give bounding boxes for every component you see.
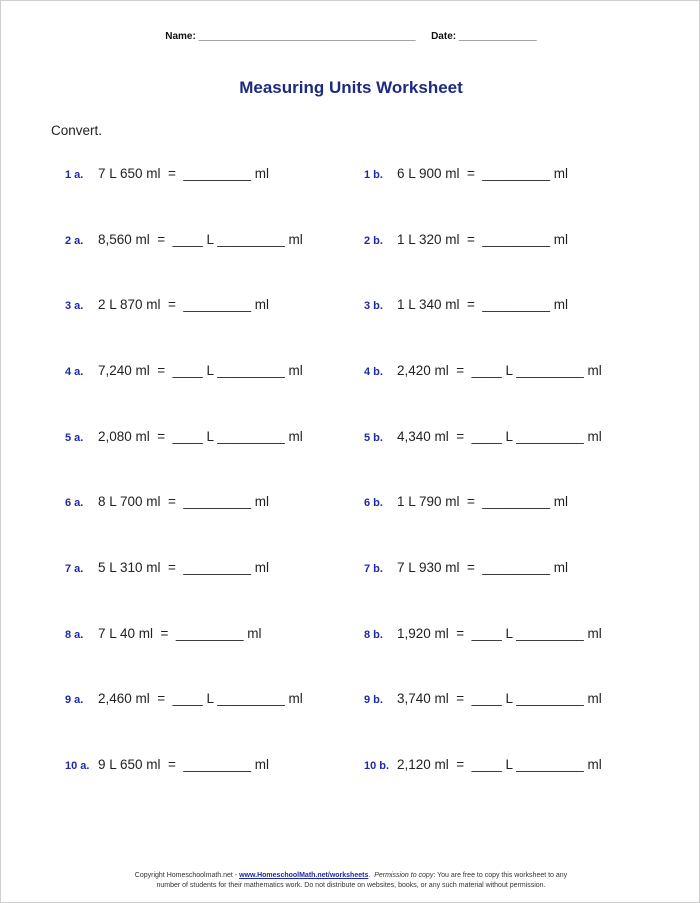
problem-2b [364, 232, 568, 247]
problem-number: 6 b. [364, 497, 383, 509]
problem-text: 7 L 650 ml = _________ ml [98, 166, 269, 181]
problem-number: 9 b. [364, 694, 383, 706]
problem-7b [364, 560, 568, 575]
problem-text: 3,740 ml = ____ L _________ ml [397, 691, 602, 706]
problem-1a [65, 166, 269, 181]
problem-text: 2,420 ml = ____ L _________ ml [397, 363, 602, 378]
problem-number: 10 a. [65, 760, 90, 772]
problem-number: 6 a. [65, 497, 84, 509]
date-blank: ______________ [458, 31, 537, 42]
copyright-text: Copyright Homeschoolmath.net - [134, 872, 240, 879]
problem-text: 1 L 790 ml = _________ ml [397, 494, 568, 509]
name-label: Name: [165, 31, 196, 42]
problem-text: 2 L 870 ml = _________ ml [98, 297, 269, 312]
problem-text: 2,120 ml = ____ L _________ ml [397, 757, 602, 772]
problem-text: 5 L 310 ml = _________ ml [98, 560, 269, 575]
copyright-footer: Copyright Homeschoolmath.net - www.HomeschoolMath.net/worksheets. Permission to copy: You are free to copy this worksheet to any number of students for their mathematics work. Do not distribute on websites, books, or any such material without permission. [1, 871, 700, 891]
problem-text: 8,560 ml = ____ L _________ ml [98, 232, 303, 247]
problem-text: 1,920 ml = ____ L _________ ml [397, 626, 602, 641]
permission-text: : You are free to copy this worksheet to any [433, 872, 568, 879]
problem-7a [65, 560, 269, 575]
problem-5b [364, 429, 602, 444]
problem-6b [364, 494, 568, 509]
problem-4a [65, 363, 303, 378]
problem-text: 4,340 ml = ____ L _________ ml [397, 429, 602, 444]
problem-number: 2 b. [364, 235, 383, 247]
page-title: Measuring Units Worksheet [239, 78, 463, 97]
problem-number: 3 a. [65, 300, 84, 312]
problem-3b [364, 297, 568, 312]
problem-number: 7 a. [65, 563, 84, 575]
problem-8a [65, 626, 261, 641]
problem-text: 6 L 900 ml = _________ ml [397, 166, 568, 181]
problem-4b [364, 363, 602, 378]
problem-number: 1 a. [65, 169, 84, 181]
problem-text: 1 L 320 ml = _________ ml [397, 232, 568, 247]
problem-9b [364, 691, 602, 706]
problem-10a [65, 757, 269, 772]
worksheets-link[interactable]: www.HomeschoolMath.net/worksheets [239, 872, 369, 879]
problem-text: 7 L 930 ml = _________ ml [397, 560, 568, 575]
problem-1b [364, 166, 568, 181]
problem-number: 8 a. [65, 629, 84, 641]
problem-number: 10 b. [364, 760, 390, 772]
problem-number: 7 b. [364, 563, 383, 575]
name-blank: _______________________________________ [198, 31, 416, 42]
problem-text: 2,080 ml = ____ L _________ ml [98, 429, 303, 444]
problem-text: 7 L 40 ml = _________ ml [98, 626, 262, 641]
date-label: Date: [431, 31, 457, 42]
problem-text: 8 L 700 ml = _________ ml [98, 494, 269, 509]
problem-6a [65, 494, 269, 509]
problem-number: 1 b. [364, 169, 383, 181]
problem-text: 9 L 650 ml = _________ ml [98, 757, 269, 772]
problem-number: 8 b. [364, 629, 383, 641]
problem-9a [65, 691, 303, 706]
problem-number: 4 b. [364, 366, 383, 378]
name-date-header [1, 31, 700, 42]
permission-line-2: number of students for their mathematics work. Do not distribute on websites, books, or any such material without permission. [156, 882, 546, 889]
problem-number: 3 b. [364, 300, 383, 312]
problem-number: 5 b. [364, 432, 383, 444]
problem-number: 2 a. [65, 235, 84, 247]
problem-text: 2,460 ml = ____ L _________ ml [98, 691, 303, 706]
instructions: Convert. [51, 123, 103, 138]
problem-number: 5 a. [65, 432, 84, 444]
problem-5a [65, 429, 303, 444]
permission-label: Permission to copy [374, 872, 434, 879]
problem-3a [65, 297, 269, 312]
problem-number: 9 a. [65, 694, 84, 706]
problem-text: 7,240 ml = ____ L _________ ml [98, 363, 303, 378]
problem-8b [364, 626, 602, 641]
problem-2a [65, 232, 303, 247]
problem-number: 4 a. [65, 366, 84, 378]
problem-text: 1 L 340 ml = _________ ml [397, 297, 568, 312]
problem-10b [364, 757, 602, 772]
